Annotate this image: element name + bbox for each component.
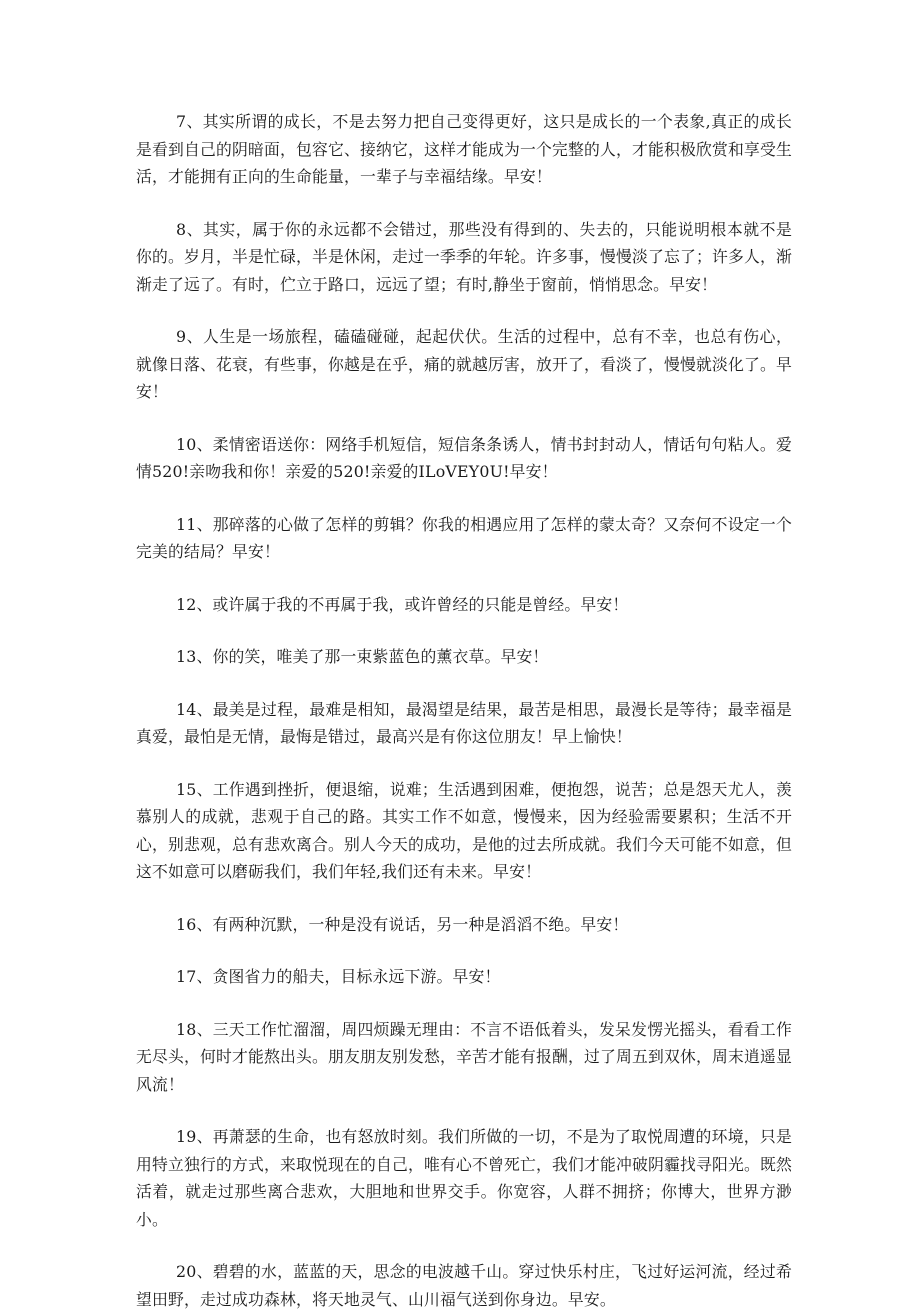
paragraph-20: 20、碧碧的水，蓝蓝的天，思念的电波越千山。穿过快乐村庄，飞过好运河流，经过希望田野，走过成功森林，将天地灵气、山川福气送到你身边。早安。: [136, 1262, 792, 1309]
paragraph-12: 12、或许属于我的不再属于我，或许曾经的只能是曾经。早安！: [176, 594, 629, 614]
paragraph-13: 13、你的笑，唯美了那一束紫蓝色的薰衣草。早安！: [176, 647, 549, 666]
paragraph-16: 16、有两种沉默，一种是没有说话，另一种是滔滔不绝。早安！: [176, 914, 629, 934]
paragraph-17: 17、贪图省力的船夫，目标永远下游。早安！: [176, 967, 501, 986]
paragraph-10: 10、柔情密语送你：网络手机短信，短信条条诱人，情书封封动人，情话句句粘人。爱情520!亲吻我和你！亲爱的520!亲爱的ILoVEY0U!早安！: [136, 434, 792, 481]
paragraph-14: 14、最美是过程，最难是相知，最渴望是结果，最苦是相思，最漫长是等待；最幸福是真爱，最怕是无情，最悔是错过，最高兴是有你这位朋友！早上愉快！: [136, 699, 792, 746]
paragraph-8: 8、其实，属于你的永远都不会错过，那些没有得到的、失去的，只能说明根本就不是你的。岁月，半是忙碌，半是休闲，走过一季季的年轮。许多事，慢慢淡了忘了；许多人，渐渐走了远了。有时，伫立于路口，远远了望；有时,静坐于窗前，悄悄思念。早安！: [136, 219, 792, 294]
paragraph-18: 18、三天工作忙溜溜，周四烦躁无理由：不言不语低着头，发呆发愣光摇头，看看工作无尽头，何时才能熬出头。朋友朋友别发愁，辛苦才能有报酬，过了周五到双休，周末逍遥显风流！: [136, 1019, 792, 1094]
paragraph-15: 15、工作遇到挫折，便退缩，说难；生活遇到困难，便抱怨，说苦；总是怨天尤人，羡慕别人的成就，悲观于自己的路。其实工作不如意，慢慢来，因为经验需要累积；生活不开心，别悲观，总有悲欢离合。别人今天的成功，是他的过去所成就。我们今天可能不如意，但这不如意可以磨砺我们，我们年轻,我们还有未来。早安！: [136, 779, 792, 881]
paragraph-9: 9、人生是一场旅程，磕磕碰碰，起起伏伏。生活的过程中，总有不幸，也总有伤心，就像日落、花衰，有些事，你越是在乎，痛的就越厉害，放开了，看淡了，慢慢就淡化了。早安！: [136, 327, 792, 401]
paragraph-7: 7、其实所谓的成长，不是去努力把自己变得更好，这只是成长的一个表象,真正的成长是看到自己的阴暗面，包容它、接纳它，这样才能成为一个完整的人，才能积极欣赏和享受生活，才能拥有正向的生命能量，一辈子与幸福结缘。早安！: [136, 112, 792, 186]
paragraph-19: 19、再萧瑟的生命，也有怒放时刻。我们所做的一切，不是为了取悦周遭的环境，只是用特立独行的方式，来取悦现在的自己，唯有心不曾死亡，我们才能冲破阴霾找寻阳光。既然活着，就走过那些离合悲欢，大胆地和世界交手。你宽容，人群不拥挤；你博大，世界方渺小。: [136, 1127, 792, 1229]
paragraph-11: 11、那碎落的心做了怎样的剪辑？你我的相遇应用了怎样的蒙太奇？又奈何不设定一个完美的结局？早安！: [136, 514, 792, 561]
